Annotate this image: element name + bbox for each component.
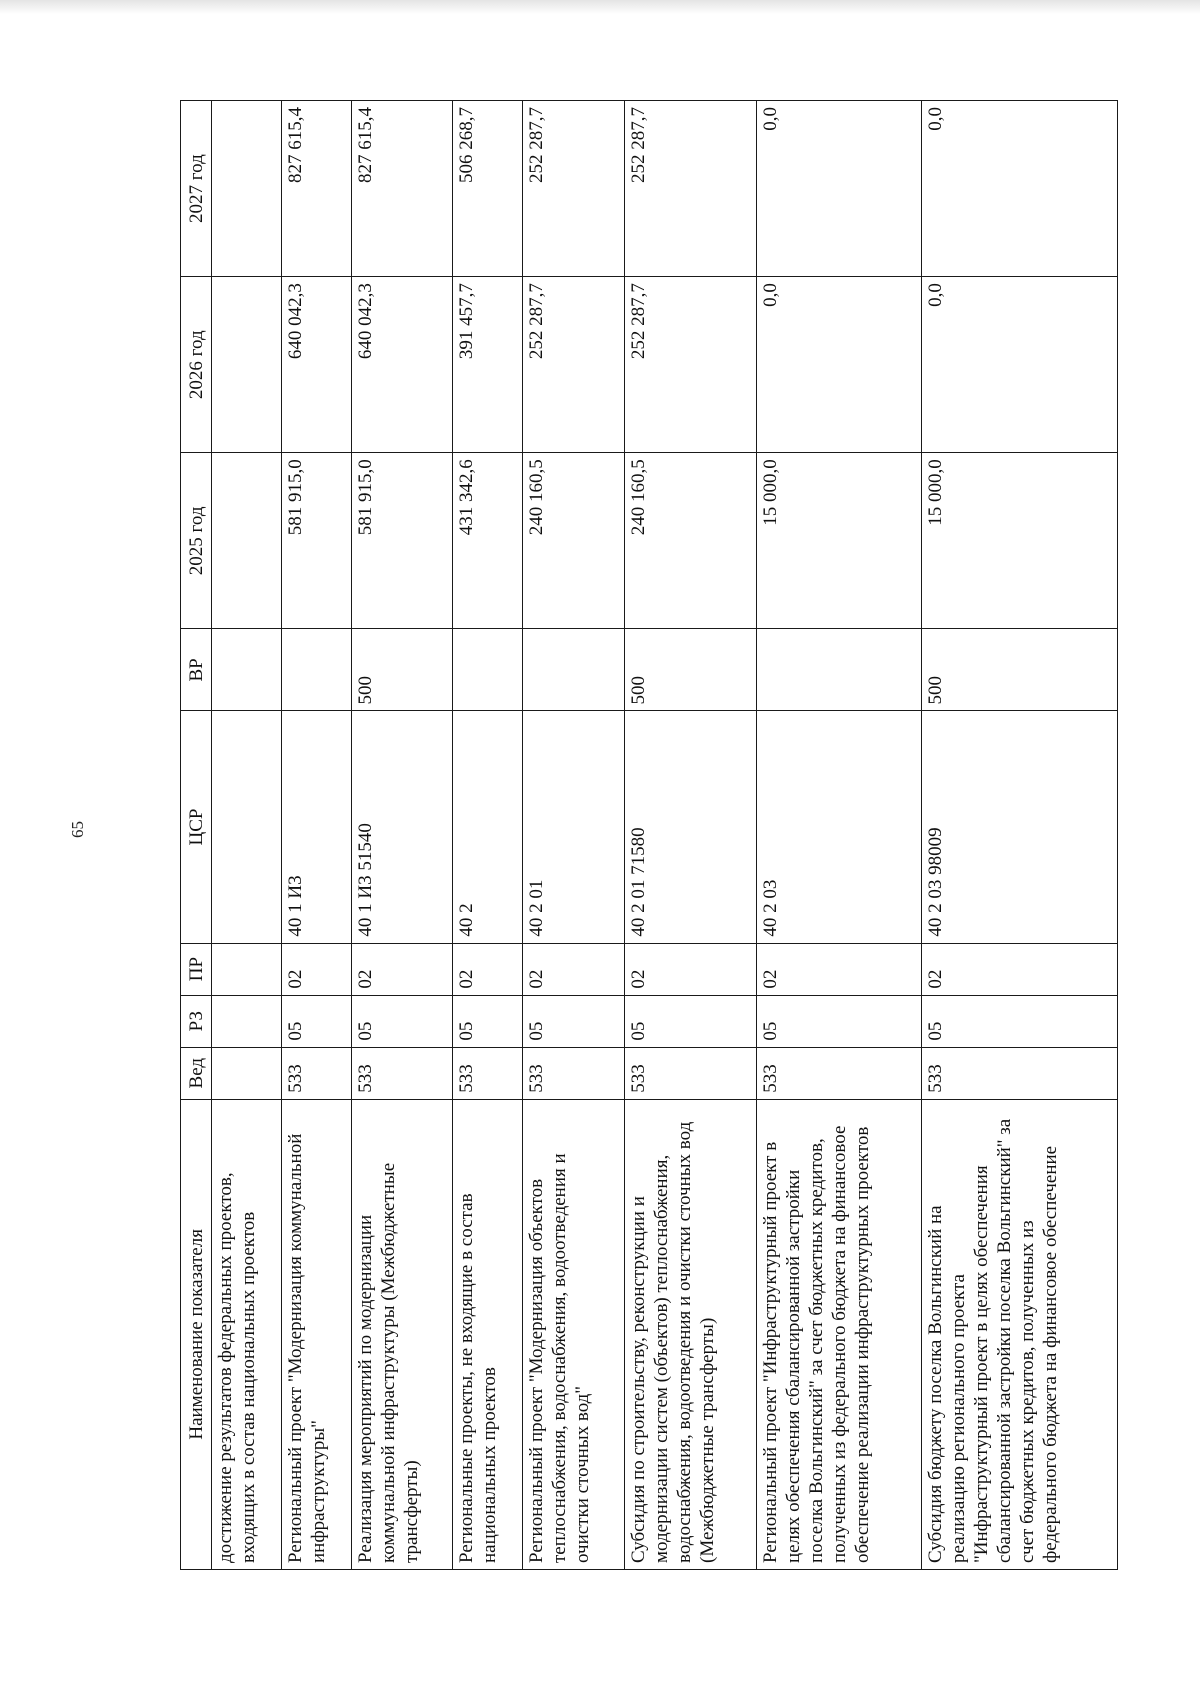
row-csr <box>212 711 282 943</box>
header-ved: Вед <box>181 1047 212 1099</box>
row-2026: 640 042,3 <box>281 277 351 453</box>
row-name: Региональный проект "Модернизация объектов теплоснабжения, водоснабжения, водоотведения и очистки сточных вод" <box>523 1099 624 1569</box>
row-pr: 02 <box>523 943 624 995</box>
row-vr <box>281 629 351 711</box>
table-row <box>281 101 351 1570</box>
row-name: Субсидия по строительству, реконструкции и модернизации систем (объектов) теплоснабжения, водоснабжения, водоотведения и очистки сточных вод (Межбюджетные трансферты) <box>624 1099 757 1569</box>
row-name: Региональный проект "Модернизация коммунальной инфраструктуры" <box>281 1099 351 1569</box>
row-2027: 252 287,7 <box>624 101 757 277</box>
row-2027 <box>212 101 282 277</box>
row-vr: 500 <box>921 629 1117 711</box>
row-2027: 0,0 <box>921 101 1117 277</box>
row-vr: 500 <box>624 629 757 711</box>
header-2026: 2026 год <box>181 277 212 453</box>
row-2027: 506 268,7 <box>453 101 523 277</box>
scan-edge <box>0 0 1200 14</box>
row-name: Субсидия бюджету поселка Вольгинский на реализацию регионального проекта "Инфраструктурный проект в целях обеспечения сбалансированной застройки поселка Вольгинский" за счет бюджетных кредитов, полученных из федерального бюджета на финансовое обеспечение <box>921 1099 1117 1569</box>
row-2025 <box>212 453 282 629</box>
row-pr <box>212 943 282 995</box>
row-2026: 252 287,7 <box>624 277 757 453</box>
table-row <box>523 101 624 1570</box>
row-rz <box>212 995 282 1047</box>
row-pr: 02 <box>351 943 452 995</box>
row-pr: 02 <box>281 943 351 995</box>
header-csr: ЦСР <box>181 711 212 943</box>
row-ved: 533 <box>757 1047 921 1099</box>
row-2026: 0,0 <box>757 277 921 453</box>
row-2025: 431 342,6 <box>453 453 523 629</box>
page-number: 65 <box>68 821 87 838</box>
row-2027: 827 615,4 <box>351 101 452 277</box>
row-2025: 240 160,5 <box>523 453 624 629</box>
row-rz: 05 <box>624 995 757 1047</box>
row-pr: 02 <box>624 943 757 995</box>
row-2025: 15 000,0 <box>921 453 1117 629</box>
row-2026 <box>212 277 282 453</box>
row-rz: 05 <box>453 995 523 1047</box>
row-pr: 02 <box>921 943 1117 995</box>
row-ved: 533 <box>624 1047 757 1099</box>
row-vr <box>212 629 282 711</box>
row-ved: 533 <box>921 1047 1117 1099</box>
row-2025: 15 000,0 <box>757 453 921 629</box>
row-csr: 40 1 И3 51540 <box>351 711 452 943</box>
row-2027: 0,0 <box>757 101 921 277</box>
row-csr: 40 1 И3 <box>281 711 351 943</box>
row-2026: 391 457,7 <box>453 277 523 453</box>
row-rz: 05 <box>281 995 351 1047</box>
table-row <box>351 101 452 1570</box>
table-row <box>757 101 921 1570</box>
row-2025: 581 915,0 <box>351 453 452 629</box>
table-header-row <box>181 101 212 1570</box>
row-vr <box>453 629 523 711</box>
header-name: Наименование показателя <box>181 1099 212 1569</box>
header-pr: ПР <box>181 943 212 995</box>
row-pr: 02 <box>453 943 523 995</box>
header-vr: ВР <box>181 629 212 711</box>
header-2025: 2025 год <box>181 453 212 629</box>
row-vr: 500 <box>351 629 452 711</box>
row-2026: 252 287,7 <box>523 277 624 453</box>
row-ved: 533 <box>281 1047 351 1099</box>
row-name: Региональный проект "Инфраструктурный проект в целях обеспечения сбалансированной застройки поселка Вольгинский" за счет бюджетных кредитов, полученных из федерального бюджета на финансовое обеспечение реализации инфраструктурных проектов <box>757 1099 921 1569</box>
table-row <box>212 101 282 1570</box>
row-name: Региональные проекты, не входящие в состав национальных проектов <box>453 1099 523 1569</box>
row-rz: 05 <box>523 995 624 1047</box>
row-2025: 240 160,5 <box>624 453 757 629</box>
row-2026: 640 042,3 <box>351 277 452 453</box>
table-row <box>624 101 757 1570</box>
row-rz: 05 <box>351 995 452 1047</box>
row-csr: 40 2 03 <box>757 711 921 943</box>
row-ved: 533 <box>523 1047 624 1099</box>
row-rz: 05 <box>921 995 1117 1047</box>
row-ved <box>212 1047 282 1099</box>
row-csr: 40 2 01 71580 <box>624 711 757 943</box>
row-2027: 827 615,4 <box>281 101 351 277</box>
row-2025: 581 915,0 <box>281 453 351 629</box>
budget-table <box>180 100 1118 1570</box>
row-vr <box>523 629 624 711</box>
table-row <box>921 101 1117 1570</box>
row-csr: 40 2 03 98009 <box>921 711 1117 943</box>
row-pr: 02 <box>757 943 921 995</box>
row-2026: 0,0 <box>921 277 1117 453</box>
row-name: достижение результатов федеральных проектов, входящих в состав национальных проектов <box>212 1099 282 1569</box>
row-2027: 252 287,7 <box>523 101 624 277</box>
header-rz: РЗ <box>181 995 212 1047</box>
row-ved: 533 <box>351 1047 452 1099</box>
row-csr: 40 2 01 <box>523 711 624 943</box>
table-row <box>453 101 523 1570</box>
row-csr: 40 2 <box>453 711 523 943</box>
row-rz: 05 <box>757 995 921 1047</box>
rotated-table-wrapper <box>180 100 1118 1570</box>
row-ved: 533 <box>453 1047 523 1099</box>
header-2027: 2027 год <box>181 101 212 277</box>
row-name: Реализация мероприятий по модернизации коммунальной инфраструктуры (Межбюджетные трансферты) <box>351 1099 452 1569</box>
row-vr <box>757 629 921 711</box>
